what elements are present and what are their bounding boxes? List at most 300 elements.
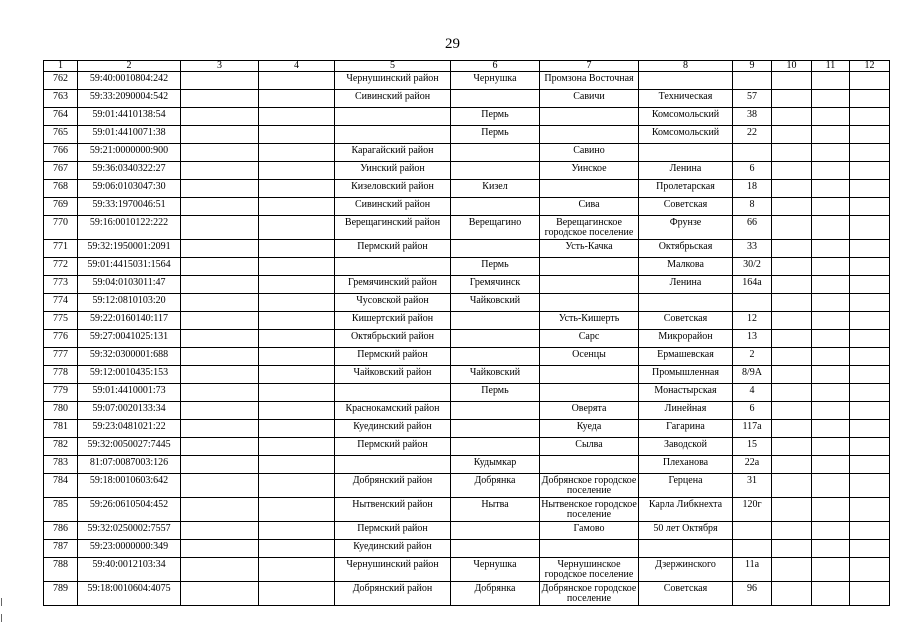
district-cell: Чернушинский район: [335, 558, 451, 582]
street-cell: Монастырская: [639, 384, 733, 402]
table-row: [44, 384, 890, 402]
column-12-cell: [850, 498, 890, 522]
row-number-cell: 768: [44, 180, 78, 198]
column-10-cell: [772, 498, 812, 522]
district-cell: Чусовской район: [335, 294, 451, 312]
column-11-cell: [812, 258, 850, 276]
table-row: [44, 126, 890, 144]
city-cell: [451, 90, 540, 108]
column-header: 2: [78, 61, 181, 72]
column-3-cell: [181, 522, 259, 540]
table-row: [44, 330, 890, 348]
house-number-cell: 117а: [733, 420, 772, 438]
district-cell: Уинский район: [335, 162, 451, 180]
column-4-cell: [259, 456, 335, 474]
column-12-cell: [850, 198, 890, 216]
row-number-cell: 769: [44, 198, 78, 216]
table-row: [44, 180, 890, 198]
cadastral-number-cell: 59:23:0481021:22: [78, 420, 181, 438]
column-4-cell: [259, 276, 335, 294]
column-12-cell: [850, 276, 890, 294]
column-11-cell: [812, 330, 850, 348]
column-10-cell: [772, 144, 812, 162]
column-11-cell: [812, 420, 850, 438]
house-number-cell: 57: [733, 90, 772, 108]
column-11-cell: [812, 348, 850, 366]
column-3-cell: [181, 456, 259, 474]
city-cell: [451, 240, 540, 258]
column-10-cell: [772, 180, 812, 198]
city-cell: [451, 348, 540, 366]
column-12-cell: [850, 294, 890, 312]
cadastral-number-cell: 59:32:0050027:7445: [78, 438, 181, 456]
table-row: [44, 366, 890, 384]
column-10-cell: [772, 216, 812, 240]
house-number-cell: 4: [733, 384, 772, 402]
column-12-cell: [850, 348, 890, 366]
column-11-cell: [812, 438, 850, 456]
column-header: 8: [639, 61, 733, 72]
locality-cell: Усть-Качка: [540, 240, 639, 258]
column-3-cell: [181, 402, 259, 420]
city-cell: [451, 438, 540, 456]
house-number-cell: 33: [733, 240, 772, 258]
cadastral-number-cell: 59:01:4410071:38: [78, 126, 181, 144]
column-12-cell: [850, 162, 890, 180]
street-cell: Гагарина: [639, 420, 733, 438]
house-number-cell: [733, 294, 772, 312]
street-cell: Плеханова: [639, 456, 733, 474]
house-number-cell: [733, 72, 772, 90]
city-cell: [451, 162, 540, 180]
table-row: [44, 522, 890, 540]
street-cell: Техническая: [639, 90, 733, 108]
house-number-cell: 15: [733, 438, 772, 456]
column-10-cell: [772, 240, 812, 258]
cadastral-number-cell: 59:26:0610504:452: [78, 498, 181, 522]
street-cell: Линейная: [639, 402, 733, 420]
house-number-cell: 66: [733, 216, 772, 240]
column-4-cell: [259, 420, 335, 438]
city-cell: Пермь: [451, 258, 540, 276]
column-3-cell: [181, 294, 259, 312]
cadastral-number-cell: 59:33:1970046:51: [78, 198, 181, 216]
city-cell: Кизел: [451, 180, 540, 198]
city-cell: [451, 312, 540, 330]
row-number-cell: 787: [44, 540, 78, 558]
city-cell: Чайковский: [451, 294, 540, 312]
row-number-cell: 762: [44, 72, 78, 90]
table-row: [44, 474, 890, 498]
table-row: [44, 348, 890, 366]
district-cell: Пермский район: [335, 438, 451, 456]
district-cell: Кизеловский район: [335, 180, 451, 198]
row-number-cell: 767: [44, 162, 78, 180]
table-row: [44, 558, 890, 582]
column-4-cell: [259, 312, 335, 330]
cadastral-number-cell: 59:01:4410138:54: [78, 108, 181, 126]
column-12-cell: [850, 312, 890, 330]
column-12-cell: [850, 582, 890, 606]
table-row: [44, 276, 890, 294]
column-4-cell: [259, 366, 335, 384]
city-cell: [451, 522, 540, 540]
district-cell: Нытвенский район: [335, 498, 451, 522]
district-cell: Кишертский район: [335, 312, 451, 330]
row-number-cell: 773: [44, 276, 78, 294]
column-11-cell: [812, 294, 850, 312]
column-12-cell: [850, 420, 890, 438]
district-cell: Куединский район: [335, 540, 451, 558]
district-cell: [335, 108, 451, 126]
house-number-cell: 22а: [733, 456, 772, 474]
street-cell: Советская: [639, 312, 733, 330]
column-12-cell: [850, 540, 890, 558]
table-row: [44, 216, 890, 240]
column-11-cell: [812, 498, 850, 522]
locality-cell: Сылва: [540, 438, 639, 456]
locality-cell: Оверята: [540, 402, 639, 420]
locality-cell: [540, 258, 639, 276]
column-3-cell: [181, 258, 259, 276]
column-3-cell: [181, 108, 259, 126]
locality-cell: [540, 108, 639, 126]
street-cell: Промышленная: [639, 366, 733, 384]
column-4-cell: [259, 498, 335, 522]
table-row: [44, 582, 890, 606]
district-cell: [335, 384, 451, 402]
cadastral-number-cell: 59:36:0340322:27: [78, 162, 181, 180]
column-4-cell: [259, 126, 335, 144]
district-cell: [335, 456, 451, 474]
column-10-cell: [772, 276, 812, 294]
column-4-cell: [259, 258, 335, 276]
column-10-cell: [772, 540, 812, 558]
column-3-cell: [181, 162, 259, 180]
street-cell: Ленина: [639, 276, 733, 294]
registry-table: [43, 60, 890, 606]
column-header: 9: [733, 61, 772, 72]
city-cell: Добрянка: [451, 582, 540, 606]
row-number-cell: 764: [44, 108, 78, 126]
cadastral-number-cell: 59:40:0012103:34: [78, 558, 181, 582]
column-12-cell: [850, 90, 890, 108]
row-number-cell: 780: [44, 402, 78, 420]
street-cell: [639, 540, 733, 558]
column-3-cell: [181, 330, 259, 348]
city-cell: [451, 540, 540, 558]
locality-cell: Нытвенское городское поселение: [541, 499, 637, 520]
table-row: [44, 258, 890, 276]
district-cell: Добрянский район: [335, 474, 451, 498]
house-number-cell: [733, 522, 772, 540]
column-3-cell: [181, 438, 259, 456]
locality-cell: Осенцы: [540, 348, 639, 366]
header-row: [44, 61, 890, 72]
locality-cell: Верещагинское городское поселение: [540, 216, 639, 240]
column-12-cell: [850, 402, 890, 420]
column-10-cell: [772, 420, 812, 438]
column-12-cell: [850, 456, 890, 474]
column-4-cell: [259, 144, 335, 162]
cadastral-number-cell: 59:18:0010604:4075: [78, 582, 181, 606]
column-11-cell: [812, 276, 850, 294]
scan-edge-mark: [1, 614, 2, 622]
locality-cell: [540, 384, 639, 402]
column-4-cell: [259, 198, 335, 216]
column-10-cell: [772, 90, 812, 108]
city-cell: Чернушка: [451, 558, 540, 582]
house-number-cell: 38: [733, 108, 772, 126]
locality-cell: Усть-Кишерть: [540, 312, 639, 330]
column-10-cell: [772, 198, 812, 216]
street-cell: Заводской: [639, 438, 733, 456]
house-number-cell: 2: [733, 348, 772, 366]
column-3-cell: [181, 240, 259, 258]
street-cell: Советская: [639, 198, 733, 216]
locality-cell: [540, 540, 639, 558]
district-cell: Октябрьский район: [335, 330, 451, 348]
cadastral-number-cell: 59:22:0160140:117: [78, 312, 181, 330]
street-cell: Октябрьская: [639, 240, 733, 258]
street-cell: [639, 72, 733, 90]
table-row: [44, 90, 890, 108]
column-4-cell: [259, 162, 335, 180]
locality-cell: Промзона Восточная: [540, 72, 639, 90]
column-10-cell: [772, 312, 812, 330]
column-12-cell: [850, 474, 890, 498]
street-cell: Советская: [639, 582, 733, 606]
column-10-cell: [772, 366, 812, 384]
house-number-cell: 8/9А: [733, 366, 772, 384]
column-4-cell: [259, 558, 335, 582]
cadastral-number-cell: 59:18:0010603:642: [78, 474, 181, 498]
street-cell: Герцена: [639, 474, 733, 498]
table-row: [44, 456, 890, 474]
column-12-cell: [850, 258, 890, 276]
column-11-cell: [812, 312, 850, 330]
locality-cell: [540, 126, 639, 144]
cadastral-number-cell: 59:06:0103047:30: [78, 180, 181, 198]
table-row: [44, 198, 890, 216]
street-cell: [639, 294, 733, 312]
house-number-cell: 6: [733, 162, 772, 180]
city-cell: Пермь: [451, 384, 540, 402]
row-number-cell: 783: [44, 456, 78, 474]
cadastral-number-cell: 59:07:0020133:34: [78, 402, 181, 420]
locality-cell: [540, 180, 639, 198]
column-10-cell: [772, 348, 812, 366]
column-3-cell: [181, 144, 259, 162]
column-10-cell: [772, 384, 812, 402]
column-header: 5: [335, 61, 451, 72]
column-3-cell: [181, 72, 259, 90]
city-cell: [451, 420, 540, 438]
column-3-cell: [181, 312, 259, 330]
table-row: [44, 540, 890, 558]
column-12-cell: [850, 144, 890, 162]
street-cell: Малкова: [639, 258, 733, 276]
column-11-cell: [812, 474, 850, 498]
district-cell: Сивинский район: [335, 198, 451, 216]
locality-cell: Куеда: [540, 420, 639, 438]
column-11-cell: [812, 180, 850, 198]
column-4-cell: [259, 72, 335, 90]
city-cell: Кудымкар: [451, 456, 540, 474]
cadastral-number-cell: 59:16:0010122:222: [78, 216, 181, 240]
row-number-cell: 789: [44, 582, 78, 606]
column-12-cell: [850, 330, 890, 348]
column-12-cell: [850, 180, 890, 198]
column-12-cell: [850, 366, 890, 384]
city-cell: Пермь: [451, 108, 540, 126]
page-number: 29: [445, 36, 460, 52]
column-3-cell: [181, 276, 259, 294]
locality-cell: Гамово: [540, 522, 639, 540]
column-12-cell: [850, 558, 890, 582]
row-number-cell: 788: [44, 558, 78, 582]
row-number-cell: 778: [44, 366, 78, 384]
locality-cell: [540, 294, 639, 312]
row-number-cell: 774: [44, 294, 78, 312]
column-11-cell: [812, 522, 850, 540]
table-row: [44, 420, 890, 438]
row-number-cell: 770: [44, 216, 78, 240]
row-number-cell: 786: [44, 522, 78, 540]
column-10-cell: [772, 108, 812, 126]
column-10-cell: [772, 474, 812, 498]
city-cell: Гремячинск: [451, 276, 540, 294]
city-cell: Добрянка: [451, 474, 540, 498]
locality-cell: [540, 366, 639, 384]
column-4-cell: [259, 90, 335, 108]
column-3-cell: [181, 384, 259, 402]
table-row: [44, 402, 890, 420]
column-11-cell: [812, 162, 850, 180]
street-cell: Пролетарская: [639, 180, 733, 198]
cadastral-number-cell: 59:32:0250002:7557: [78, 522, 181, 540]
city-cell: Верещагино: [451, 216, 540, 240]
column-11-cell: [812, 384, 850, 402]
locality-cell: Чернушинское городское поселение: [540, 558, 639, 582]
house-number-cell: 96: [733, 582, 772, 606]
column-4-cell: [259, 108, 335, 126]
district-cell: [335, 258, 451, 276]
column-11-cell: [812, 216, 850, 240]
column-11-cell: [812, 558, 850, 582]
column-11-cell: [812, 126, 850, 144]
column-4-cell: [259, 294, 335, 312]
district-cell: Карагайский район: [335, 144, 451, 162]
locality-cell: [540, 276, 639, 294]
city-cell: [451, 144, 540, 162]
column-4-cell: [259, 438, 335, 456]
cadastral-number-cell: 59:32:1950001:2091: [78, 240, 181, 258]
column-10-cell: [772, 294, 812, 312]
column-10-cell: [772, 162, 812, 180]
column-10-cell: [772, 258, 812, 276]
city-cell: Чайковский: [451, 366, 540, 384]
column-4-cell: [259, 240, 335, 258]
column-4-cell: [259, 522, 335, 540]
column-4-cell: [259, 582, 335, 606]
column-12-cell: [850, 108, 890, 126]
column-11-cell: [812, 456, 850, 474]
column-4-cell: [259, 330, 335, 348]
row-number-cell: 765: [44, 126, 78, 144]
cadastral-number-cell: 59:21:0000000:900: [78, 144, 181, 162]
table-row: [44, 294, 890, 312]
district-cell: Пермский район: [335, 522, 451, 540]
column-3-cell: [181, 558, 259, 582]
cadastral-number-cell: 59:40:0010804:242: [78, 72, 181, 90]
column-3-cell: [181, 582, 259, 606]
district-cell: Верещагинский район: [335, 216, 451, 240]
column-12-cell: [850, 384, 890, 402]
table-row: [44, 144, 890, 162]
scan-edge-mark: [1, 598, 2, 606]
row-number-cell: 766: [44, 144, 78, 162]
column-12-cell: [850, 522, 890, 540]
column-header: 3: [181, 61, 259, 72]
column-10-cell: [772, 126, 812, 144]
column-3-cell: [181, 348, 259, 366]
column-11-cell: [812, 402, 850, 420]
column-10-cell: [772, 582, 812, 606]
street-cell: Фрунзе: [639, 216, 733, 240]
column-12-cell: [850, 126, 890, 144]
column-header: 10: [772, 61, 812, 72]
cadastral-number-cell: 59:04:0103011:47: [78, 276, 181, 294]
column-10-cell: [772, 558, 812, 582]
column-11-cell: [812, 240, 850, 258]
city-cell: [451, 330, 540, 348]
column-4-cell: [259, 384, 335, 402]
cadastral-number-cell: 59:12:0010435:153: [78, 366, 181, 384]
column-11-cell: [812, 582, 850, 606]
locality-cell: [540, 456, 639, 474]
cadastral-number-cell: 59:27:0041025:131: [78, 330, 181, 348]
row-number-cell: 784: [44, 474, 78, 498]
column-header: 4: [259, 61, 335, 72]
column-3-cell: [181, 216, 259, 240]
column-header: 7: [540, 61, 639, 72]
column-12-cell: [850, 216, 890, 240]
house-number-cell: 6: [733, 402, 772, 420]
district-cell: Добрянский район: [335, 582, 451, 606]
row-number-cell: 772: [44, 258, 78, 276]
column-12-cell: [850, 72, 890, 90]
column-11-cell: [812, 366, 850, 384]
column-10-cell: [772, 402, 812, 420]
district-cell: Куединский район: [335, 420, 451, 438]
column-10-cell: [772, 438, 812, 456]
house-number-cell: [733, 540, 772, 558]
cadastral-number-cell: 59:12:0810103:20: [78, 294, 181, 312]
row-number-cell: 776: [44, 330, 78, 348]
row-number-cell: 782: [44, 438, 78, 456]
column-10-cell: [772, 456, 812, 474]
column-11-cell: [812, 540, 850, 558]
table-row: [44, 108, 890, 126]
house-number-cell: 30/2: [733, 258, 772, 276]
column-12-cell: [850, 438, 890, 456]
column-header: 1: [44, 61, 78, 72]
column-11-cell: [812, 90, 850, 108]
street-cell: Комсомольский: [639, 108, 733, 126]
column-12-cell: [850, 240, 890, 258]
column-11-cell: [812, 72, 850, 90]
